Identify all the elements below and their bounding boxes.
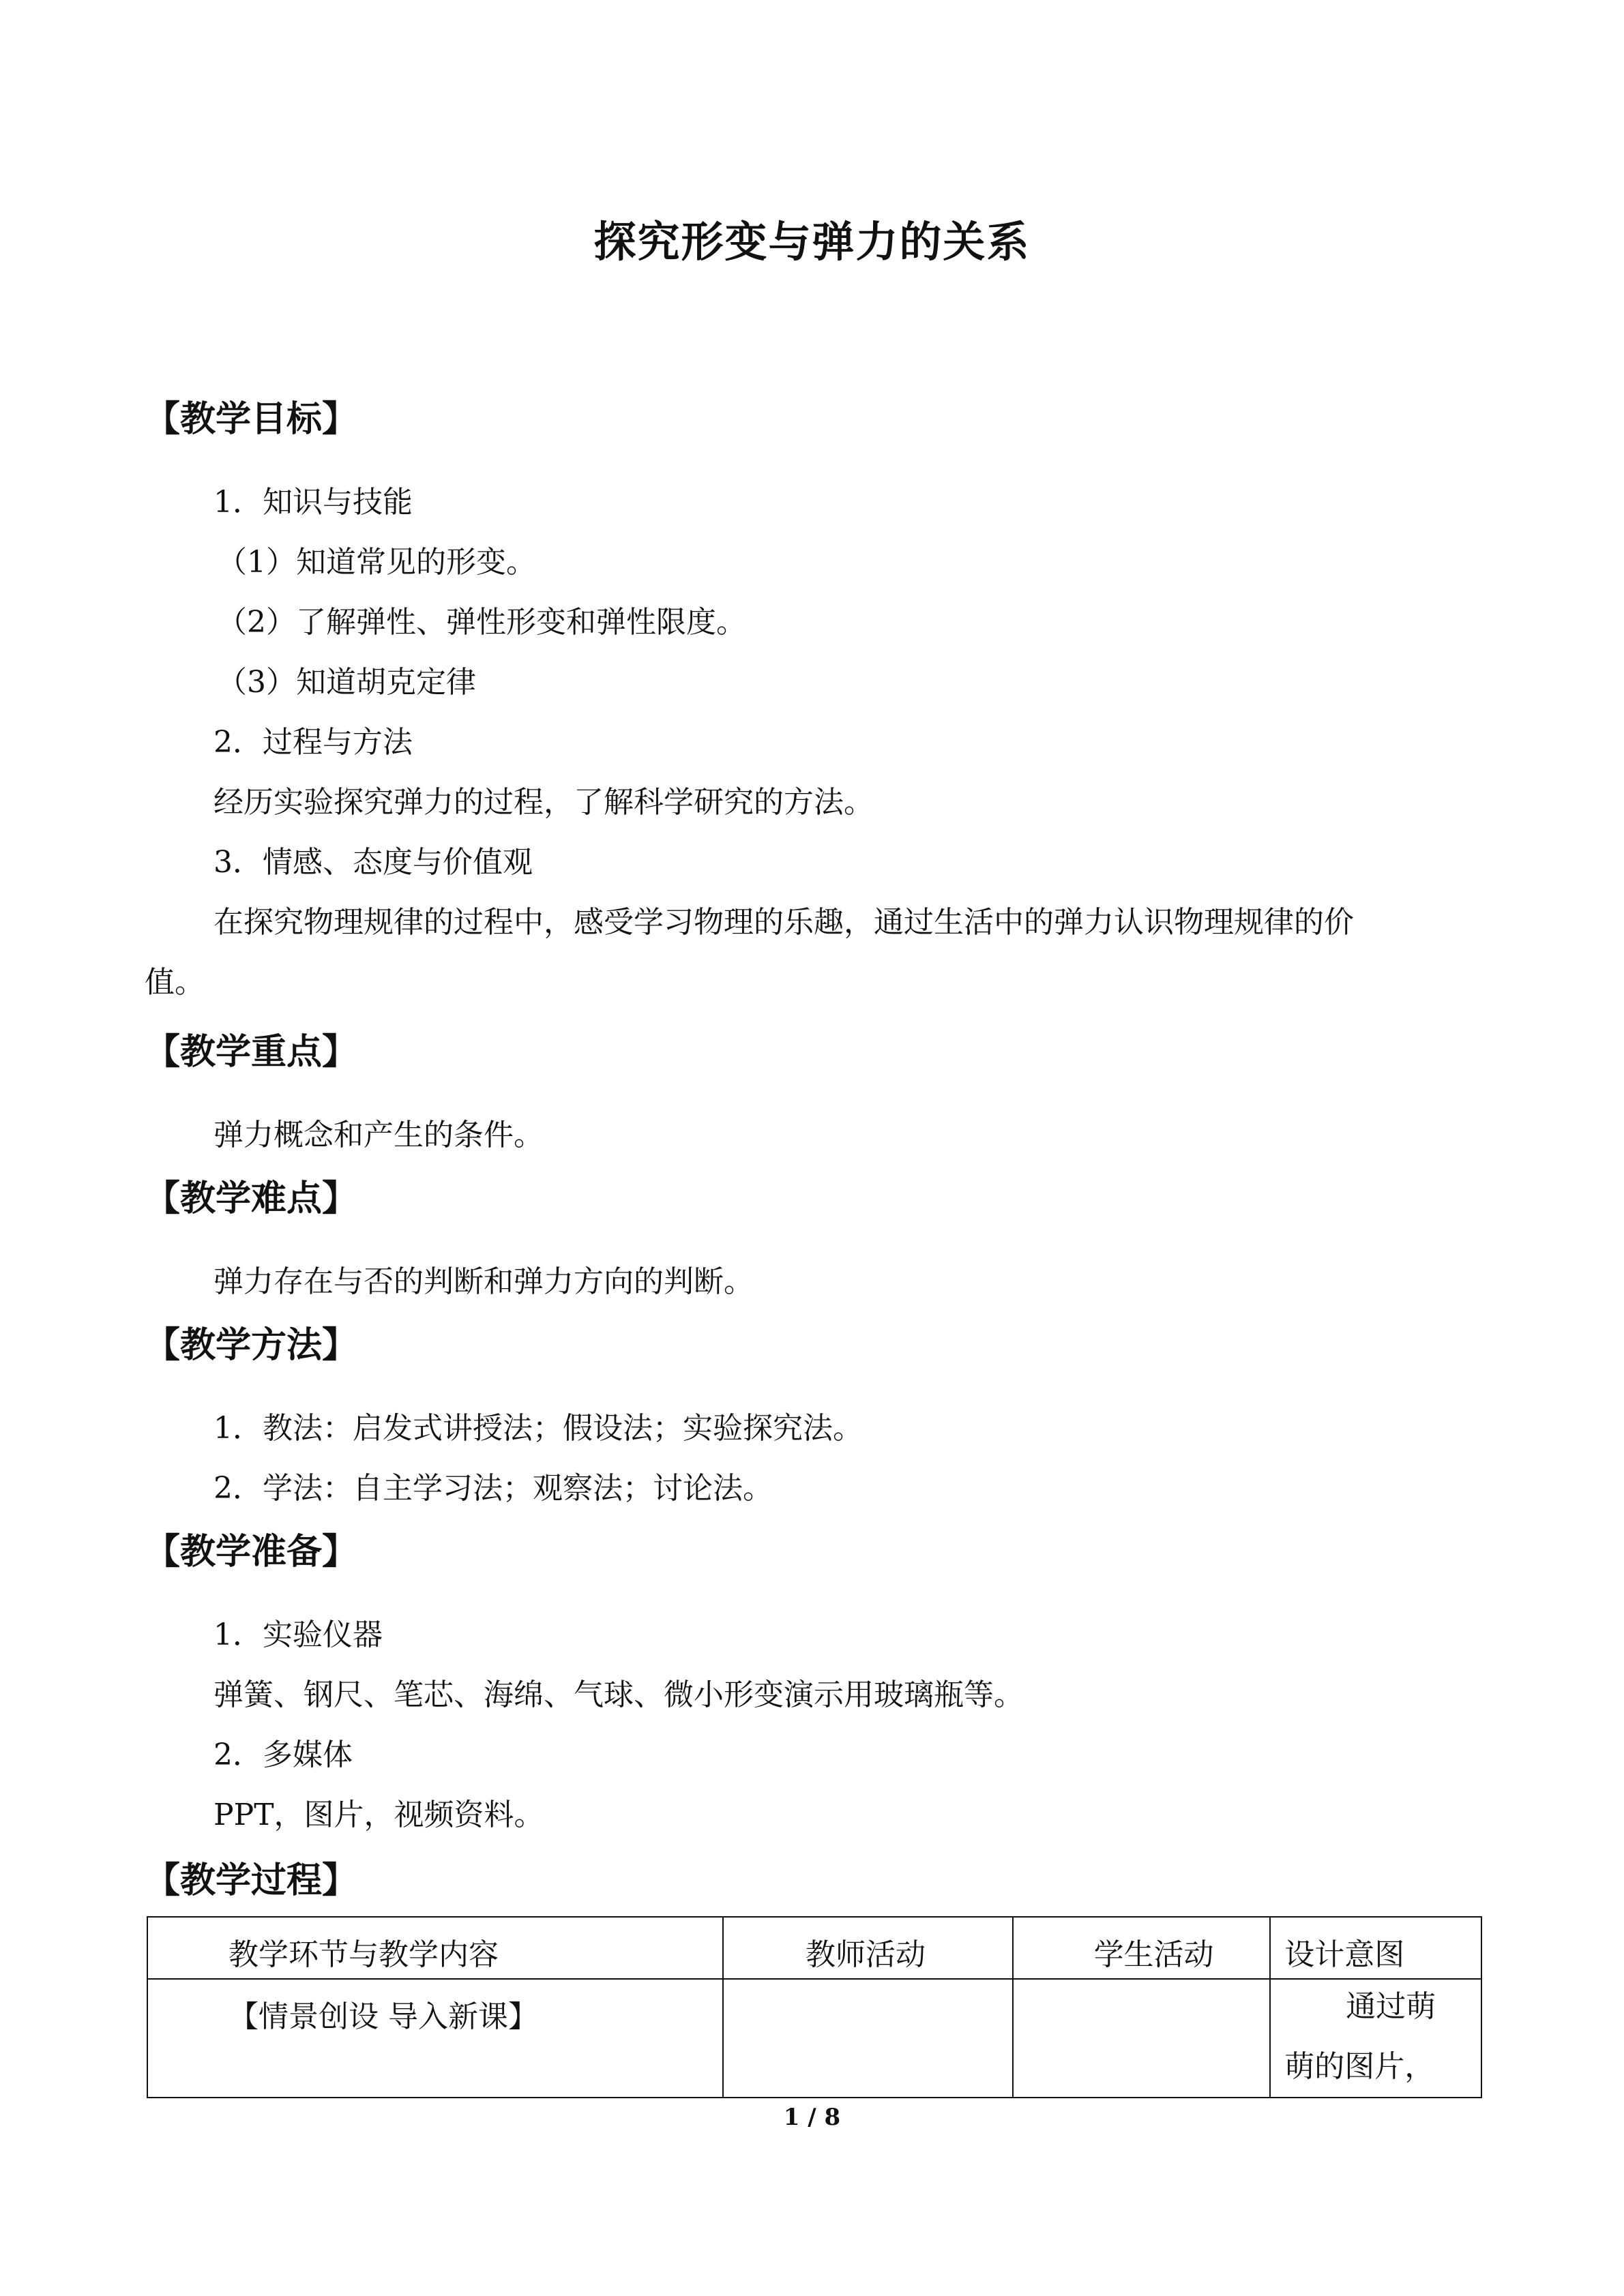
table-header-row	[147, 1917, 1481, 1979]
objective-line: 经历实验探究弹力的过程，了解科学研究的方法。	[213, 785, 874, 820]
table-header-cell: 学生活动	[1013, 1917, 1271, 1979]
objective-line: （2）了解弹性、弹性形变和弹性限度。	[217, 605, 746, 640]
process-table	[147, 1916, 1482, 2098]
table-header-cell: 教学环节与教学内容	[147, 1917, 723, 1979]
objective-line: （3）知道胡克定律	[217, 665, 476, 700]
preparation-line: PPT，图片，视频资料。	[213, 1798, 544, 1832]
preparation-line: 1．实验仪器	[213, 1617, 383, 1652]
preparation-line: 2．多媒体	[213, 1738, 353, 1772]
heading-process: 【教学过程】	[145, 1860, 358, 1901]
objective-line: 在探究物理规律的过程中，感受学习物理的乐趣，通过生活中的弹力认识物理规律的价	[213, 905, 1354, 940]
table-cell-content: 【情景创设 导入新课】	[147, 1979, 723, 2098]
heading-methods: 【教学方法】	[145, 1325, 358, 1366]
heading-difficulties: 【教学难点】	[145, 1178, 358, 1219]
method-line: 2．学法：自主学习法；观察法；讨论法。	[213, 1471, 773, 1506]
table-header-cell: 设计意图	[1270, 1917, 1481, 1979]
method-line: 1．教法：启发式讲授法；假设法；实验探究法。	[213, 1411, 863, 1446]
key-point-line: 弹力概念和产生的条件。	[213, 1118, 544, 1152]
table-row	[147, 1979, 1481, 2098]
heading-preparation: 【教学准备】	[145, 1532, 358, 1572]
page-title: 探究形变与弹力的关系	[593, 217, 1031, 267]
preparation-line: 弹簧、钢尺、笔芯、海绵、气球、微小形变演示用玻璃瓶等。	[213, 1678, 1024, 1712]
table-cell-intent: 通过萌 萌的图片，	[1270, 1979, 1481, 2098]
heading-objectives: 【教学目标】	[145, 399, 358, 440]
table-cell-teacher	[723, 1979, 1013, 2098]
objective-line: 值。	[145, 965, 205, 1000]
objective-line: 2．过程与方法	[213, 725, 413, 760]
table-header-cell: 教师活动	[723, 1917, 1013, 1979]
table-cell-student	[1013, 1979, 1271, 2098]
page-number: 1 / 8	[783, 2104, 841, 2131]
objective-line: 1．知识与技能	[213, 485, 413, 520]
objective-line: 3．情感、态度与价值观	[213, 845, 533, 880]
heading-key-points: 【教学重点】	[145, 1032, 358, 1073]
difficulty-line: 弹力存在与否的判断和弹力方向的判断。	[213, 1264, 754, 1299]
objective-line: （1）知道常见的形变。	[217, 545, 536, 580]
